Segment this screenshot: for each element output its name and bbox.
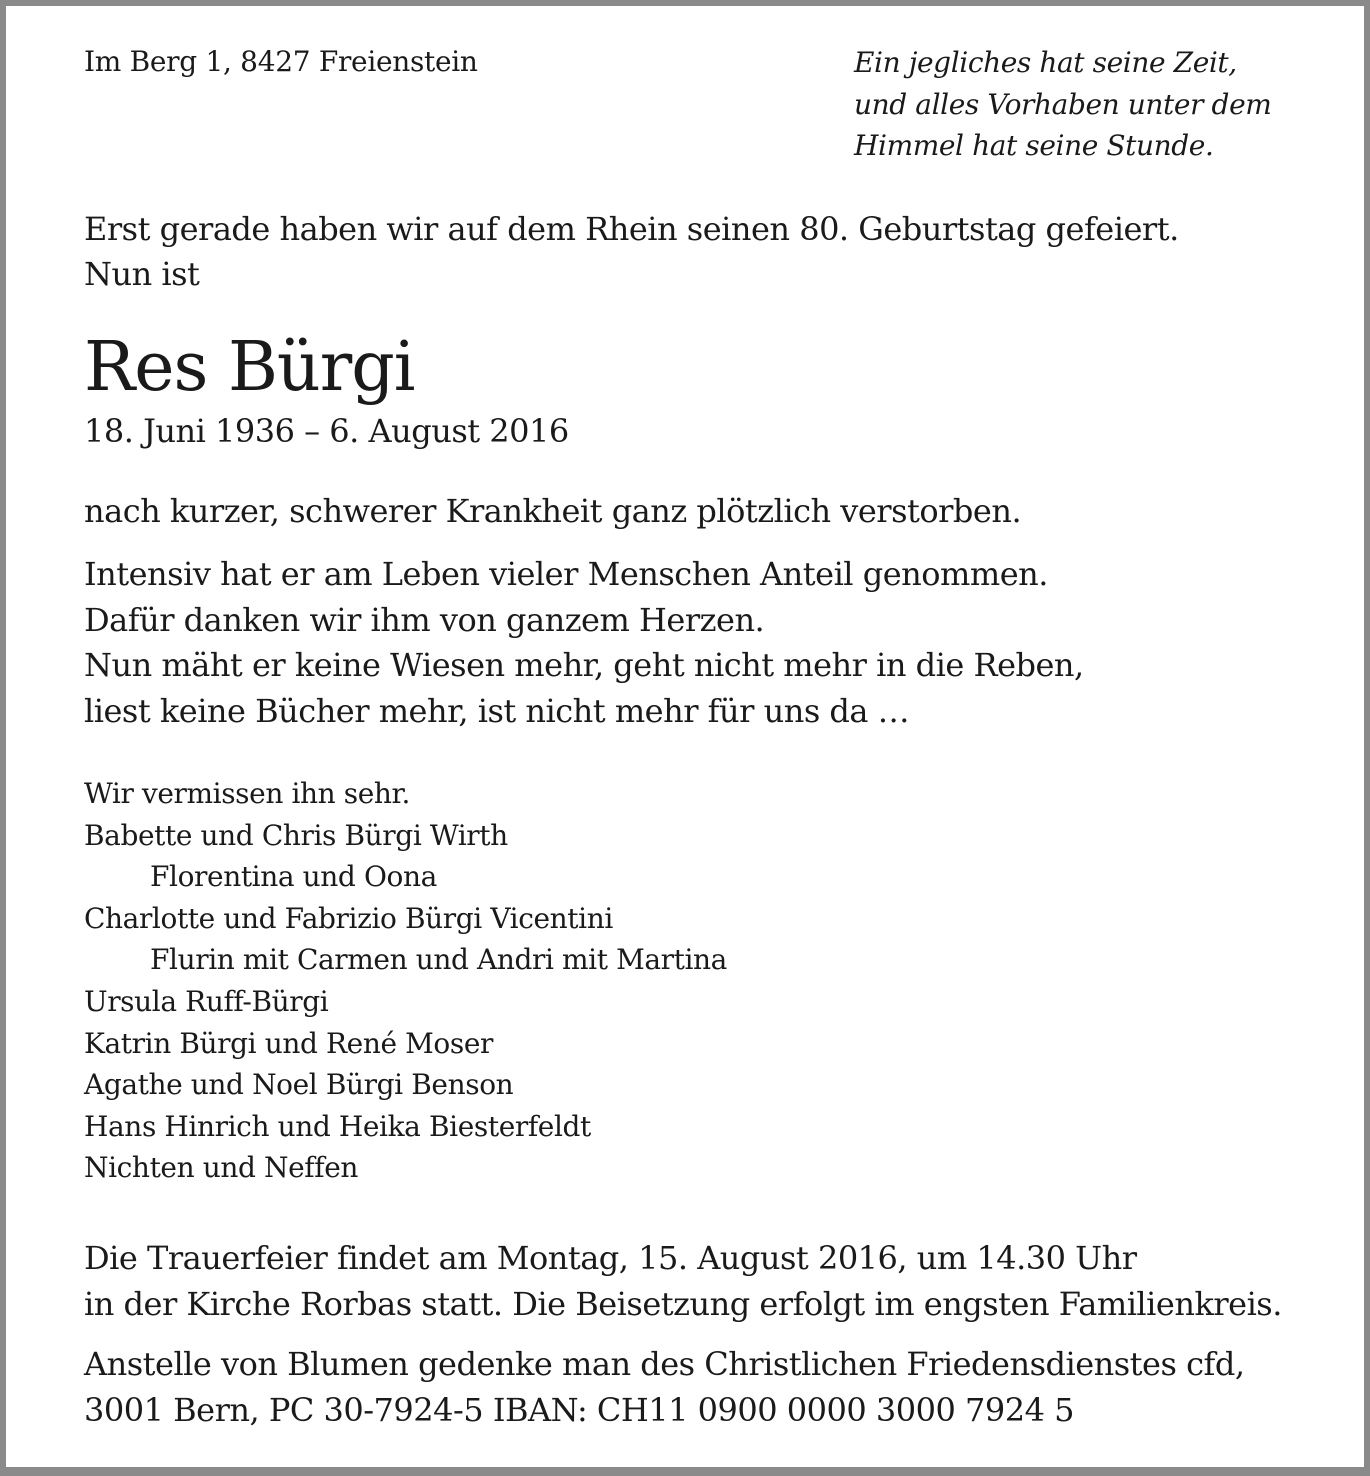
intro-text (84, 207, 1179, 297)
funeral-info-line: Die Trauerfeier findet am Montag, 15. August 2016, um 14.30 Uhr (84, 1239, 1137, 1277)
donation-info (84, 1341, 1244, 1433)
mourners-heading: Wir vermissen ihn sehr. (84, 777, 410, 810)
intro-line: Erst gerade haben wir auf dem Rhein seinen 80. Geburtstag gefeiert. (84, 210, 1179, 248)
mourner-entry: Charlotte und Fabrizio Bürgi Vicentini (84, 901, 613, 935)
mourner-entry: Agathe und Noel Bürgi Benson (84, 1068, 514, 1102)
tribute-line: liest keine Bücher mehr, ist nicht mehr für uns da … (84, 691, 910, 730)
mourner-entry: Hans Hinrich und Heika Biesterfeldt (84, 1109, 591, 1143)
tribute-line: Dafür danken wir ihm von ganzem Herzen. (84, 600, 765, 639)
bible-quote (854, 42, 1271, 167)
intro-line: Nun ist (84, 255, 200, 293)
mourner-entry-children: Florentina und Oona (150, 860, 437, 894)
funeral-info-line: in der Kirche Rorbas statt. Die Beisetzung erfolgt im engsten Familienkreis. (84, 1285, 1282, 1323)
life-dates: 18. Juni 1936 – 6. August 2016 (84, 412, 569, 450)
mourner-entry: Ursula Ruff-Bürgi (84, 984, 329, 1018)
tribute-line: Nun mäht er keine Wiesen mehr, geht nicht mehr in die Reben, (84, 646, 1084, 684)
quote-line: Himmel hat seine Stunde. (854, 129, 1214, 162)
death-note: nach kurzer, schwerer Krankheit ganz plötzlich verstorben. (84, 492, 1022, 530)
mourner-entry: Nichten und Neffen (84, 1151, 359, 1185)
mourner-entry-children: Flurin mit Carmen und Andri mit Martina (150, 943, 727, 977)
mourner-entry: Katrin Bürgi und René Moser (84, 1026, 494, 1060)
mourner-entry: Babette und Chris Bürgi Wirth (84, 818, 508, 852)
tribute-text (84, 552, 1084, 734)
deceased-name: Res Bürgi (84, 328, 415, 407)
mourners-list (84, 773, 727, 1189)
donation-info-line: Anstelle von Blumen gedenke man des Christlichen Friedensdienstes cfd, (84, 1345, 1245, 1383)
sender-address: Im Berg 1, 8427 Freienstein (84, 45, 478, 78)
quote-line: Ein jegliches hat seine Zeit, (854, 46, 1237, 79)
donation-info-line: 3001 Bern, PC 30-7924-5 IBAN: CH11 0900 0000 3000 7924 5 (84, 1391, 1074, 1429)
funeral-info (84, 1235, 1282, 1327)
quote-line: und alles Vorhaben unter dem (854, 87, 1272, 121)
tribute-line: Intensiv hat er am Leben vieler Menschen Anteil genommen. (84, 555, 1048, 593)
